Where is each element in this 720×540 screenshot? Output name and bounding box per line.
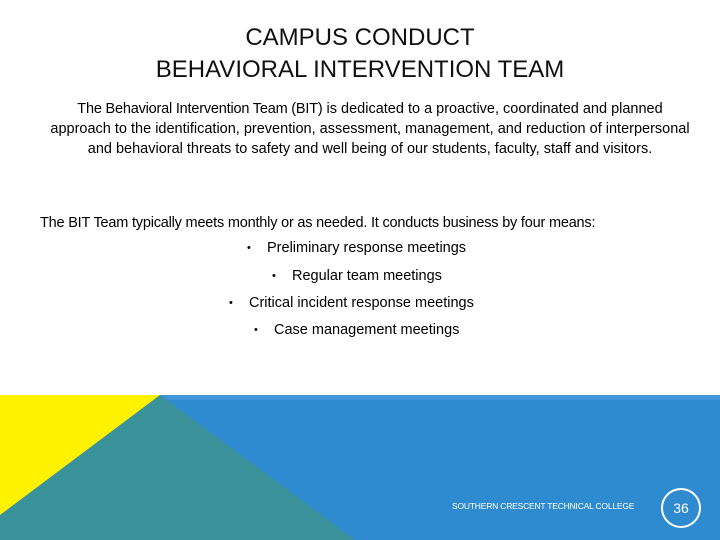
bullet-dot: • xyxy=(229,297,233,309)
page-number-badge xyxy=(661,488,701,528)
light-blue-strip xyxy=(160,395,720,400)
bullet-text: Case management meetings xyxy=(274,322,460,338)
bullet-text: Preliminary response meetings xyxy=(267,240,467,256)
bullet-dot: • xyxy=(247,242,251,254)
page-number: 36 xyxy=(673,500,689,516)
intro-rest: is dedicated to a proactive, coordinated and planned approach to the identification, prevention, assessment, management, and reduction of interpersonal and behavioral threats to safety and well being of our students, faculty, staff and visitors. xyxy=(50,101,690,157)
bullet-dot: • xyxy=(254,324,258,336)
title-line-2: BEHAVIORAL INTERVENTION TEAM xyxy=(155,56,565,83)
bullet-item xyxy=(254,320,459,340)
bullet-text: Critical incident response meetings xyxy=(249,295,474,311)
bullet-text: Regular team meetings xyxy=(292,268,442,284)
slide-title xyxy=(0,22,720,86)
footer-college-name: SOUTHERN CRESCENT TECHNICAL COLLEGE xyxy=(452,501,635,511)
intro-lead: The Behavioral Intervention Team (BIT) xyxy=(77,101,323,117)
bullet-item xyxy=(229,293,474,313)
means-paragraph: The BIT Team typically meets monthly or as needed. It conducts business by four means: xyxy=(40,215,596,231)
intro-paragraph xyxy=(50,99,690,159)
title-line-1: CAMPUS CONDUCT xyxy=(245,24,475,51)
bullet-dot: • xyxy=(272,270,276,282)
decorative-background xyxy=(0,395,720,540)
bullet-item xyxy=(247,238,466,258)
bullet-item xyxy=(272,266,442,286)
